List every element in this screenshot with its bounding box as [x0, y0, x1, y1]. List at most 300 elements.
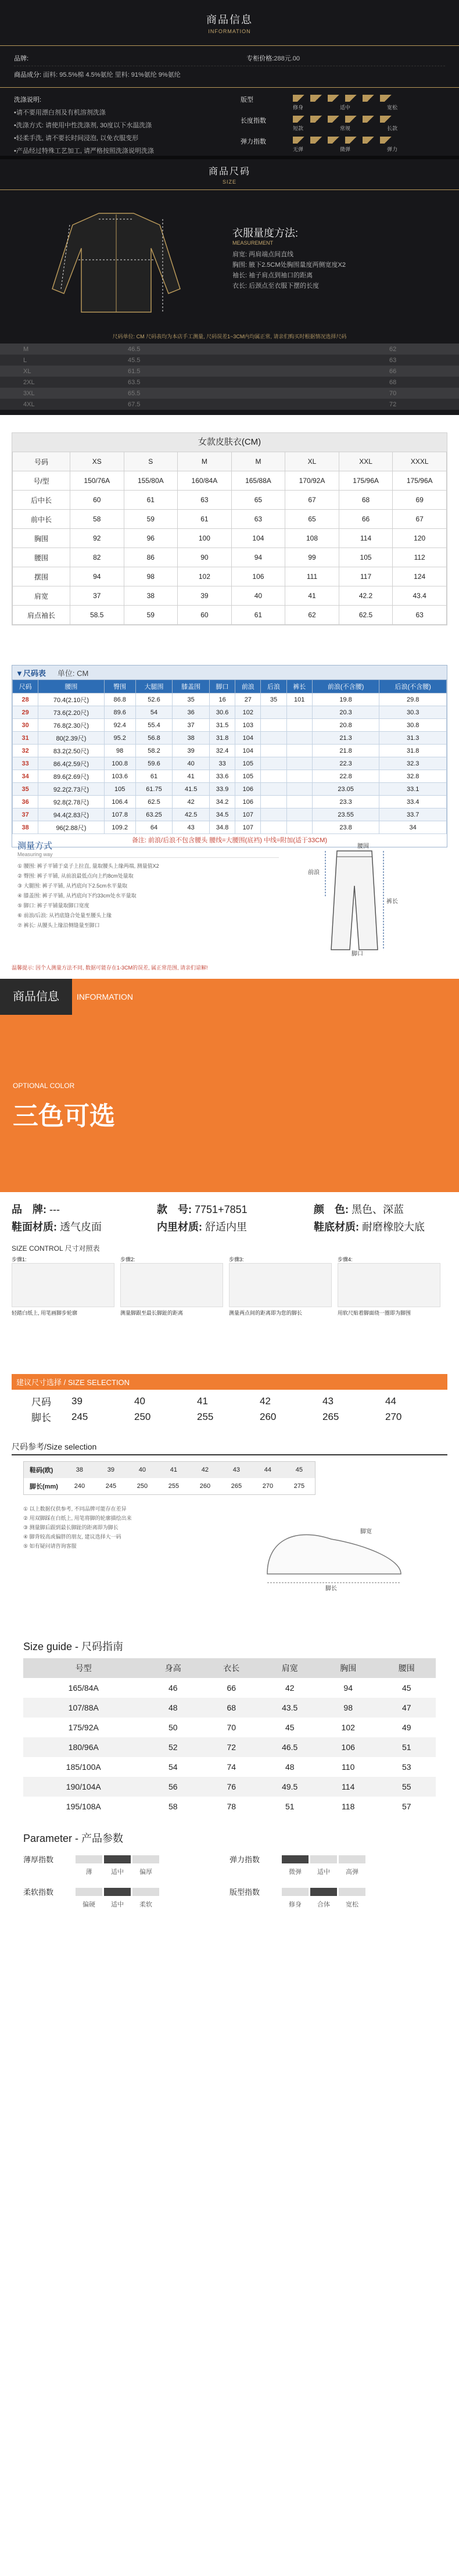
table-row — [13, 808, 447, 821]
table-cell: 29.8 — [379, 693, 447, 706]
table-cell: 47 — [377, 1698, 436, 1718]
table-cell — [261, 706, 286, 719]
svg-text:裤长: 裤长 — [386, 899, 398, 905]
shoe-ref-note: ③ 测量脚后跟到最长脚趾的距离即为脚长 — [23, 1525, 119, 1530]
table-row — [13, 757, 447, 770]
param-name: 薄厚指数 — [23, 1855, 54, 1864]
table-cell: 63 — [393, 606, 447, 625]
table-cell — [261, 745, 286, 757]
table-cell: 110 — [342, 1762, 355, 1772]
table-cell: 肩点袖长 — [13, 606, 70, 625]
table-row — [13, 510, 447, 529]
table-cell: 61 — [124, 491, 178, 510]
size-subtitle: SIZE — [222, 179, 236, 185]
table-cell: 107 — [235, 808, 261, 821]
table-cell: 104 — [235, 732, 261, 745]
table-row — [23, 1757, 436, 1777]
table-cell: 33.6 — [210, 770, 235, 783]
spec-value: 耐磨橡胶大底 — [362, 1221, 425, 1233]
table-cell: 53 — [401, 1762, 411, 1772]
table-cell: 52.6 — [135, 693, 173, 706]
table-row — [13, 732, 447, 745]
table-cell: 68 — [339, 491, 393, 510]
param-name: 弹力指数 — [230, 1855, 260, 1864]
table-row — [13, 821, 447, 834]
param-segment — [339, 1855, 365, 1863]
table-row — [13, 745, 447, 757]
table-cell: 80(2.39尺) — [38, 732, 104, 745]
table-cell — [286, 770, 312, 783]
table-cell: 21.8 — [312, 745, 379, 757]
param-segment — [310, 1888, 337, 1896]
table-cell: 175/92A — [68, 1723, 99, 1732]
table-row — [13, 719, 447, 732]
table-cell: 腰围 — [13, 548, 70, 567]
shoe-specs — [0, 1192, 459, 1243]
param-option: 修身 — [289, 1901, 302, 1908]
svg-text:脚宽: 脚宽 — [360, 1529, 372, 1535]
pants-icon — [296, 839, 413, 956]
column-header: 腰围 — [38, 680, 104, 693]
table-cell: 号/型 — [13, 471, 70, 491]
table-cell — [261, 821, 286, 834]
composition-row — [14, 66, 445, 83]
table-cell: 摆围 — [13, 567, 70, 586]
spec-value: 舒适内里 — [205, 1221, 248, 1233]
table-cell: 52 — [144, 1737, 202, 1757]
table-cell: 58 — [168, 1802, 178, 1811]
table-cell: 73.6(2.20尺) — [38, 706, 104, 719]
table-cell: 105 — [104, 783, 135, 796]
table-cell: 31.8 — [379, 745, 447, 757]
table-cell: 104 — [231, 529, 285, 548]
table-cell: 54 — [168, 1762, 178, 1772]
table-cell — [261, 719, 286, 732]
param-scale — [282, 1855, 365, 1863]
table-cell: 150/76A — [70, 471, 124, 491]
pants-measure-item: ⑦ 裤长: 从腰头上缘沿侧缝量至脚口 — [17, 922, 100, 928]
table-cell: 69 — [393, 491, 447, 510]
column-header: 后浪 — [261, 680, 286, 693]
table-cell: 31.5 — [210, 719, 235, 732]
size-title: 商品尺码 — [208, 167, 250, 177]
svg-text:脚口: 脚口 — [352, 951, 363, 957]
table-cell: 109.2 — [104, 821, 135, 834]
wash-note: •产品经过特殊工艺加工, 请严格按照洗涤说明洗涤 — [14, 148, 154, 155]
table-cell: 68 — [202, 1698, 260, 1718]
attribute-scale — [293, 137, 397, 144]
column-header: XL — [285, 452, 339, 471]
table-cell: 肩宽 — [13, 586, 70, 606]
table-cell: 23.05 — [312, 783, 379, 796]
step: 步骤4: 用软尺贴着脚面绕一圈即为脚围 — [338, 1255, 440, 1316]
param-segment — [339, 1888, 365, 1896]
table-cell: 30 — [13, 719, 38, 732]
table-cell — [261, 796, 286, 808]
steps-row — [0, 1253, 459, 1319]
column-header: 号型 — [23, 1658, 144, 1678]
column-header: 肩宽 — [260, 1658, 318, 1678]
table-cell: 76 — [202, 1777, 260, 1797]
table-header-row — [13, 680, 447, 693]
table-cell: 78 — [227, 1802, 236, 1811]
table-cell: 155/80A — [124, 471, 178, 491]
table-cell: 105 — [339, 548, 393, 567]
table-row — [13, 491, 447, 510]
shoe-info-subtitle: INFORMATION — [77, 992, 133, 1001]
size-select-section — [0, 1374, 459, 1429]
table-cell: 89.6 — [104, 706, 135, 719]
param-option: 适中 — [111, 1869, 124, 1876]
table-cell: 96(2.88尺) — [38, 821, 104, 834]
table-cell: 95.2 — [104, 732, 135, 745]
table-cell: 41 — [285, 586, 339, 606]
pants-measure-title: 测量方式 — [17, 841, 53, 851]
param-segment — [132, 1855, 159, 1863]
wash-note: •请不要用漂白剂及有机溶剂洗涤 — [14, 109, 106, 116]
table-cell: 65 — [285, 510, 339, 529]
table-cell: 63 — [178, 491, 232, 510]
table-cell: 100 — [178, 529, 232, 548]
table-cell: 106 — [235, 783, 261, 796]
table-cell — [286, 796, 312, 808]
table-cell: 16 — [210, 693, 235, 706]
table-cell: 34.2 — [210, 796, 235, 808]
table-cell: 103 — [235, 719, 261, 732]
pants-note: 备注: 前浪/后浪不包含腰头 腰线=大腰围(底裆) 中线=附加(适于33CM) — [131, 837, 328, 844]
wash-note: •洗涤方式: 请使用中性洗涤剂, 30度以下水温洗涤 — [14, 122, 152, 129]
shoe-ref-title: 尺码参考 — [12, 1442, 44, 1451]
column-header: 前浪 — [235, 680, 261, 693]
table-cell: 74 — [227, 1762, 236, 1772]
table-row — [23, 1737, 436, 1757]
pants-measure-item: ⑤ 脚口: 裤子平铺量取脚口宽度 — [17, 903, 89, 908]
table-cell: 34.5 — [210, 808, 235, 821]
table-cell: 41 — [173, 770, 210, 783]
column-header: 腰围 — [377, 1658, 436, 1678]
dark-table-row: 4XL 67.5 72 — [0, 399, 459, 410]
table-cell: 30.6 — [210, 706, 235, 719]
svg-text:前浪: 前浪 — [308, 870, 320, 876]
pants-unit: 单位: CM — [57, 668, 89, 678]
table-cell: 100.8 — [104, 757, 135, 770]
pants-measure-item: ② 臀围: 裤子平铺, 从前浪最低点向上约8cm处量取 — [17, 873, 134, 879]
table-cell: 55.4 — [135, 719, 173, 732]
spec-label: 鞋底材质: — [314, 1221, 359, 1233]
table-cell: 35 — [173, 693, 210, 706]
table-cell — [286, 719, 312, 732]
table-cell — [286, 706, 312, 719]
table-cell: 56 — [144, 1777, 202, 1797]
table-cell: 90 — [178, 548, 232, 567]
price-label: 专柜价格: — [246, 55, 274, 62]
table-cell: 98 — [124, 567, 178, 586]
table-cell: 36 — [173, 706, 210, 719]
table-cell: 46 — [168, 1683, 178, 1693]
table-cell: 19.8 — [312, 693, 379, 706]
param-segment — [282, 1888, 309, 1896]
table-cell: 34 — [13, 770, 38, 783]
size-select-en: SIZE SELECTION — [67, 1378, 130, 1387]
table-cell: 49 — [401, 1723, 411, 1732]
column-header: XXL — [339, 452, 393, 471]
table-cell: 34 — [379, 821, 447, 834]
pants-warning: 温馨提示: 因个人测量方法不同, 数据可能存在1-3CM的误差, 属正常范围, 请亲们谅解! — [12, 965, 208, 971]
table-cell — [286, 821, 312, 834]
attribute-row — [241, 116, 444, 137]
param-option: 适中 — [317, 1869, 330, 1876]
table-cell: 96 — [124, 529, 178, 548]
table-cell: 86.8 — [104, 693, 135, 706]
param-item — [23, 1854, 230, 1886]
table-cell: 57 — [401, 1802, 411, 1811]
table-cell: 61 — [135, 770, 173, 783]
attribute-option: 微弹 — [339, 146, 350, 152]
column-header: 后浪(不含腰) — [379, 680, 447, 693]
table-cell: 32.4 — [210, 745, 235, 757]
step-image — [12, 1263, 114, 1307]
table-cell: 66 — [339, 510, 393, 529]
pants-measure-subtitle: Measuring way — [17, 851, 279, 858]
measure-line: 胸围: 腋下2.5CM处胸围量度两侧宽度X2 — [232, 262, 346, 269]
table-cell: 33.7 — [379, 808, 447, 821]
attribute-option: 适中 — [339, 105, 350, 110]
table-cell: 38 — [13, 821, 38, 834]
param-segment — [104, 1855, 131, 1863]
table-cell: 34.8 — [210, 821, 235, 834]
table-cell: 117 — [339, 567, 393, 586]
attribute-option: 弹力 — [386, 146, 397, 152]
table-cell — [261, 770, 286, 783]
spec-value: --- — [49, 1204, 60, 1215]
spec-value: 7751+7851 — [195, 1204, 248, 1215]
table-cell — [261, 783, 286, 796]
table-cell: 31 — [13, 732, 38, 745]
measure-title: 衣服量度方法: — [232, 227, 299, 239]
step-image — [229, 1263, 332, 1307]
table-cell: 112 — [393, 548, 447, 567]
brand-label: 品牌: — [14, 55, 29, 62]
table-cell: 32.3 — [379, 757, 447, 770]
table-cell: 107.8 — [104, 808, 135, 821]
column-header: 脚口 — [210, 680, 235, 693]
table-cell: 38 — [173, 732, 210, 745]
table-cell: 59.6 — [135, 757, 173, 770]
param-item — [230, 1854, 436, 1886]
column-header: 尺码 — [13, 680, 38, 693]
shoe-ref-header: 尺码参考/Size selection — [12, 1441, 447, 1455]
table-cell: 59 — [124, 510, 178, 529]
table-cell: 99 — [285, 548, 339, 567]
table-cell: 35 — [13, 783, 38, 796]
shoe-ref-note: ④ 脚背较高或偏胖的朋友, 建议选择大一码 — [23, 1534, 121, 1540]
column-header: S — [124, 452, 178, 471]
table-cell: 94 — [70, 567, 124, 586]
table-cell — [286, 745, 312, 757]
table-cell: 45 — [285, 1723, 295, 1732]
table-cell: 63 — [231, 510, 285, 529]
table-cell: 30.3 — [379, 706, 447, 719]
table-cell: 49.5 — [260, 1777, 318, 1797]
table-cell: 101 — [286, 693, 312, 706]
attribute-name: 版型 — [241, 96, 253, 103]
table-cell: 102 — [341, 1723, 355, 1732]
param-option: 适中 — [111, 1901, 124, 1908]
step: 步骤1: 轻踏白纸上, 用笔画脚步轮廓 — [12, 1255, 114, 1316]
table-cell: 106 — [319, 1737, 377, 1757]
table-cell: 170/92A — [285, 471, 339, 491]
info-header — [0, 0, 459, 45]
table-cell: 37 — [70, 586, 124, 606]
shoe-info-header — [0, 979, 459, 1015]
param-option: 高弹 — [346, 1869, 358, 1876]
size-select-title: 建议尺寸选择 — [16, 1378, 62, 1387]
table-cell: 102 — [178, 567, 232, 586]
table-cell: 106.4 — [104, 796, 135, 808]
table-row — [13, 471, 447, 491]
param-option: 宽松 — [346, 1901, 358, 1908]
table-cell: 92.8(2.78尺) — [38, 796, 104, 808]
attribute-scale — [293, 116, 397, 123]
pants-measure-item: ⑥ 前浪/后浪: 从裆底缝合处量至腰头上缘 — [17, 913, 112, 918]
table-cell: 41.5 — [173, 783, 210, 796]
pants-measure-section — [0, 833, 459, 979]
table-cell: 175/96A — [393, 471, 447, 491]
step: 步骤3: 测量两点间的距离即为您的脚长 — [229, 1255, 332, 1316]
param-segment — [104, 1888, 131, 1896]
table-cell: 59 — [124, 606, 178, 625]
table-header-row — [13, 452, 447, 471]
table-cell: 108 — [285, 529, 339, 548]
column-header: 大腿围 — [135, 680, 173, 693]
pants-diagram — [279, 839, 430, 956]
table-cell: 50 — [168, 1723, 178, 1732]
table-cell: 66 — [227, 1683, 236, 1693]
price-value: 288元.00 — [274, 55, 300, 62]
jacket-diagram — [0, 190, 232, 330]
table-cell: 20.8 — [312, 719, 379, 732]
table-cell — [261, 808, 286, 821]
step-image — [120, 1263, 223, 1307]
info-section — [0, 0, 459, 156]
table-cell: 67 — [285, 491, 339, 510]
param-option: 微弹 — [289, 1869, 302, 1876]
table-cell: 32 — [13, 745, 38, 757]
table-row — [13, 606, 447, 625]
womens-table — [12, 432, 447, 625]
attribute-name: 弹力指数 — [241, 138, 266, 145]
table-cell: 114 — [339, 529, 393, 548]
table-cell: 86 — [124, 548, 178, 567]
foot-icon — [244, 1504, 418, 1591]
table-cell: 胸围 — [13, 529, 70, 548]
table-cell: 28 — [13, 693, 38, 706]
table-cell — [286, 757, 312, 770]
size-section — [0, 156, 459, 415]
spec-label: 内里材质: — [157, 1221, 202, 1233]
spec-label: 品 牌: — [12, 1204, 46, 1215]
param-segment — [132, 1888, 159, 1896]
param-option: 合体 — [317, 1901, 330, 1908]
column-header: M — [178, 452, 232, 471]
param-option: 偏厚 — [139, 1869, 152, 1876]
table-cell: 40 — [231, 586, 285, 606]
table-cell: 94 — [343, 1683, 353, 1693]
size-select-header: 建议尺寸选择 / SIZE SELECTION — [12, 1374, 447, 1390]
table-cell: 38 — [124, 586, 178, 606]
spec-label: 颜 色: — [314, 1204, 349, 1215]
table-cell: 111 — [285, 567, 339, 586]
table-row — [13, 529, 447, 548]
table-row — [13, 706, 447, 719]
table-cell — [286, 808, 312, 821]
table-cell: 39 — [173, 745, 210, 757]
table-cell: 43.5 — [260, 1698, 318, 1718]
params-grid — [0, 1854, 459, 1919]
table-cell: 195/108A — [66, 1802, 101, 1811]
column-header: XXXL — [393, 452, 447, 471]
table-cell — [286, 783, 312, 796]
composition-label: 商品成分: — [14, 71, 42, 78]
table-cell — [261, 732, 286, 745]
step-image — [338, 1263, 440, 1307]
spec-label: 鞋面材质: — [12, 1221, 57, 1233]
table-cell: 43 — [173, 821, 210, 834]
table-cell: 56.8 — [135, 732, 173, 745]
table-row — [23, 1698, 436, 1718]
table-cell: 106 — [231, 567, 285, 586]
table-cell: 42.2 — [339, 586, 393, 606]
size-row-label: 尺码 — [31, 1397, 51, 1408]
table-cell: 37 — [173, 719, 210, 732]
table-row — [13, 693, 447, 706]
table-row — [13, 783, 447, 796]
table-cell: 33.9 — [210, 783, 235, 796]
size-select-table: 尺码 39 40 41 42 43 44 脚长 245 250 255 260 265 270 — [12, 1393, 447, 1425]
attribute-scale — [293, 95, 397, 102]
column-header: 胸围 — [319, 1658, 377, 1678]
param-segment — [76, 1888, 102, 1896]
column-header: M — [231, 452, 285, 471]
table-cell: 43.4 — [393, 586, 447, 606]
param-option: 薄 — [85, 1869, 92, 1876]
guide-table — [23, 1658, 436, 1816]
attribute-row — [241, 137, 444, 158]
measure-line: 袖长: 袖子肩点到袖口的距离 — [232, 272, 313, 279]
info-rows — [0, 46, 459, 87]
table-cell: 后中长 — [13, 491, 70, 510]
table-cell: 65 — [231, 491, 285, 510]
param-option: 柔软 — [139, 1901, 152, 1908]
table-cell: 92.2(2.73尺) — [38, 783, 104, 796]
table-cell: 76.8(2.30尺) — [38, 719, 104, 732]
spec-label: 款 号: — [157, 1204, 192, 1215]
dark-table-row: XL 61.5 66 — [23, 367, 397, 375]
pants-grid — [12, 679, 447, 834]
svg-text:腰围: 腰围 — [357, 843, 369, 850]
spec-value: 黑色、深蓝 — [352, 1204, 404, 1215]
size-control-title: SIZE CONTROL 尺寸对照表 — [12, 1244, 100, 1253]
table-cell: 92 — [70, 529, 124, 548]
param-segment — [76, 1855, 102, 1863]
column-header: 衣长 — [202, 1658, 260, 1678]
param-option: 偏硬 — [83, 1901, 95, 1908]
attribute-option: 短款 — [293, 126, 304, 131]
param-scale — [76, 1888, 159, 1896]
jacket-icon — [44, 202, 189, 318]
table-cell: 23.3 — [312, 796, 379, 808]
pants-section — [0, 665, 459, 844]
